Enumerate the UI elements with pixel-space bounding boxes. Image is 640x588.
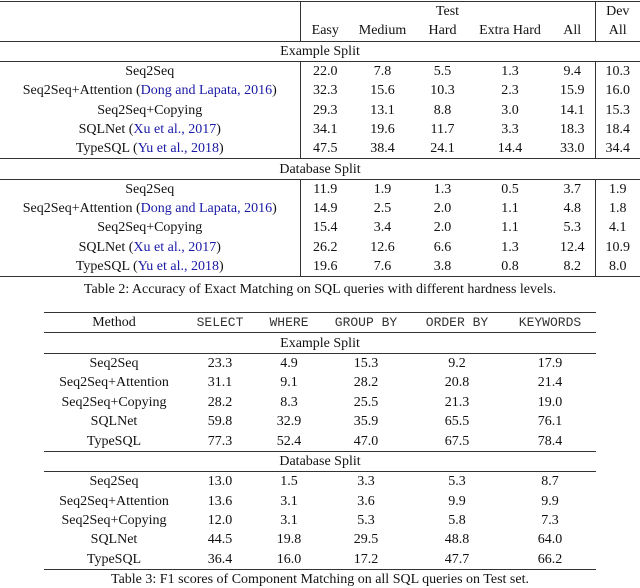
value-cell: 59.8	[207, 414, 233, 430]
value-cell: 1.9	[595, 179, 640, 199]
value-cell: 13.6	[207, 493, 233, 509]
value-cell: 1.1	[501, 220, 519, 236]
column-header: All	[550, 21, 595, 41]
value-cell: 9.2	[448, 355, 466, 371]
table-row	[44, 550, 596, 570]
value-cell: 20.8	[444, 375, 470, 391]
value-cell: 48.8	[444, 532, 470, 548]
value-cell: 15.4	[300, 218, 350, 237]
value-cell: 18.3	[560, 121, 585, 137]
section-title: Example Split	[0, 41, 640, 61]
value-cell: 3.8	[415, 257, 470, 277]
value-cell: 22.0	[300, 61, 350, 81]
value-cell: 19.6	[370, 121, 395, 137]
value-cell: 21.3	[444, 394, 470, 410]
table-row	[0, 61, 640, 81]
value-cell: 7.8	[373, 64, 392, 80]
method-cell: TypeSQL	[86, 551, 142, 567]
method-cell: SQLNet (Xu et al., 2017)	[78, 121, 221, 137]
value-cell: 1.3	[501, 64, 519, 80]
section-title: Database Split	[44, 451, 596, 471]
value-cell: 16.0	[595, 81, 640, 100]
value-cell: 12.6	[370, 239, 395, 255]
value-cell: 28.2	[353, 375, 379, 391]
table-row	[0, 218, 640, 237]
method-cell: Seq2Seq+Attention	[59, 493, 169, 509]
value-cell: 10.3	[430, 83, 455, 99]
value-cell: 19.8	[276, 532, 302, 548]
method-cell	[0, 61, 300, 81]
value-cell: 34.4	[595, 139, 640, 159]
value-cell: 44.5	[207, 532, 233, 548]
value-cell: 64.0	[537, 532, 563, 548]
column-header: SELECT	[184, 313, 256, 333]
value-cell: 5.5	[433, 64, 452, 80]
method-cell: Seq2Seq+Attention	[59, 375, 169, 391]
value-cell: 3.1	[280, 493, 298, 509]
value-cell: 35.9	[353, 414, 379, 430]
value-cell: 26.2	[300, 238, 350, 257]
column-header: Easy	[300, 21, 350, 41]
header-empty	[0, 2, 300, 22]
value-cell: 52.4	[256, 431, 322, 451]
method-cell	[0, 100, 300, 119]
value-cell: 11.7	[430, 121, 455, 137]
value-cell: 1.1	[501, 201, 519, 217]
value-cell: 29.3	[300, 100, 350, 119]
value-cell: 47.7	[444, 551, 470, 567]
value-cell: 0.8	[470, 257, 550, 277]
table-row	[44, 492, 596, 511]
table-row	[44, 530, 596, 549]
section-row	[44, 451, 596, 471]
value-cell: 5.3	[357, 513, 375, 529]
method-name: Seq2Seq+Copying	[97, 220, 203, 236]
method-cell: SQLNet	[90, 414, 138, 430]
method-cell: Seq2Seq	[89, 474, 139, 490]
value-cell: 2.3	[501, 83, 519, 99]
method-name: TypeSQL	[75, 259, 130, 274]
value-cell: 23.3	[207, 355, 233, 371]
value-cell: 67.5	[410, 431, 504, 451]
column-header: WHERE	[256, 313, 322, 333]
method-cell	[0, 218, 300, 237]
value-cell: 28.2	[207, 394, 233, 410]
value-cell: 14.1	[560, 102, 585, 118]
value-cell: 7.6	[350, 257, 415, 277]
citation-link[interactable]: Yu et al., 2018	[137, 141, 219, 157]
value-cell: 3.3	[357, 474, 375, 490]
value-cell: 5.3	[448, 474, 466, 490]
method-cell: Seq2Seq+Copying	[61, 394, 167, 410]
value-cell: 15.9	[560, 83, 585, 99]
value-cell: 38.4	[350, 139, 415, 159]
value-cell: 65.5	[444, 414, 470, 430]
value-cell: 34.1	[300, 120, 350, 139]
value-cell: 3.1	[280, 513, 298, 529]
column-header: ORDER BY	[410, 313, 504, 333]
citation-link[interactable]: Xu et al., 2017	[133, 121, 217, 137]
value-cell: 8.3	[280, 394, 298, 410]
method-name: TypeSQL	[75, 141, 130, 157]
value-cell: 2.5	[373, 201, 392, 217]
value-cell: 1.9	[373, 181, 392, 197]
method-cell: TypeSQL (Yu et al., 2018)	[0, 257, 300, 277]
value-cell: 21.4	[537, 375, 563, 391]
value-cell: 3.7	[563, 181, 581, 197]
header-empty	[0, 21, 300, 41]
value-cell: 19.6	[300, 257, 350, 277]
value-cell: 8.8	[433, 102, 452, 118]
value-cell: 24.1	[415, 139, 470, 159]
value-cell: 3.4	[373, 220, 392, 236]
method-cell: TypeSQL	[44, 431, 184, 451]
value-cell: 36.4	[207, 551, 233, 567]
column-header: Method	[44, 313, 184, 333]
value-cell: 25.5	[353, 394, 379, 410]
value-cell: 17.2	[353, 551, 379, 567]
value-cell: 32.9	[276, 414, 302, 430]
value-cell: 16.0	[276, 551, 302, 567]
table-row	[0, 139, 640, 159]
table-row	[0, 238, 640, 257]
value-cell: 11.9	[300, 179, 350, 199]
method-name: SQLNet	[78, 121, 126, 137]
value-cell: 29.5	[353, 532, 379, 548]
column-header: Hard	[415, 21, 470, 41]
value-cell: 12.4	[560, 239, 585, 255]
value-cell: 6.6	[433, 239, 452, 255]
section-row	[44, 333, 596, 353]
table-row	[44, 472, 596, 492]
value-cell: 17.9	[537, 355, 563, 371]
method-cell	[0, 179, 300, 199]
value-cell: 8.7	[541, 474, 559, 490]
value-cell: 2.0	[433, 201, 452, 217]
value-cell: 2.0	[433, 220, 452, 236]
column-header: KEYWORDS	[504, 313, 596, 333]
citation-link[interactable]: Dong and Lapata, 2016	[140, 83, 273, 99]
value-cell: 33.0	[550, 139, 595, 159]
table-row	[0, 81, 640, 100]
value-cell: 8.2	[550, 257, 595, 277]
value-cell: 1.3	[501, 239, 519, 255]
citation-link[interactable]: Xu et al., 2017	[133, 239, 217, 255]
value-cell: 47.0	[322, 431, 410, 451]
value-cell: 14.4	[470, 139, 550, 159]
value-cell: 0.5	[501, 181, 519, 197]
table-row	[44, 431, 596, 451]
value-cell: 47.5	[300, 139, 350, 159]
citation-link[interactable]: Yu et al., 2018	[137, 259, 219, 274]
table-row	[0, 120, 640, 139]
value-cell: 12.0	[207, 513, 233, 529]
value-cell: 18.4	[595, 120, 640, 139]
value-cell: 15.3	[353, 355, 379, 371]
table-row	[44, 412, 596, 431]
method-name: Seq2Seq+Copying	[97, 102, 203, 118]
value-cell: 78.4	[504, 431, 596, 451]
column-header: Medium	[350, 21, 415, 41]
value-cell: 1.8	[595, 199, 640, 218]
table-row	[44, 511, 596, 530]
value-cell: 9.9	[541, 493, 559, 509]
value-cell: 13.1	[370, 102, 395, 118]
method-name: Seq2Seq	[125, 181, 175, 197]
value-cell: 66.2	[537, 551, 563, 567]
value-cell: 9.1	[280, 375, 298, 391]
method-cell: Seq2Seq	[89, 355, 139, 371]
column-header: All	[595, 21, 640, 41]
value-cell: 13.0	[207, 474, 233, 490]
value-cell: 10.3	[595, 61, 640, 81]
method-cell: Seq2Seq+Attention (Dong and Lapata, 2016)	[22, 201, 277, 217]
table-row	[44, 393, 596, 412]
section-row	[0, 159, 640, 179]
column-header: GROUP BY	[322, 313, 410, 333]
table3-caption: Table 3: F1 scores of Component Matching on all SQL queries on Test set.	[111, 572, 529, 587]
section-title: Example Split	[44, 333, 596, 353]
column-header: Extra Hard	[470, 21, 550, 41]
value-cell: 3.3	[501, 121, 519, 137]
value-cell: 4.1	[595, 218, 640, 237]
value-cell: 32.3	[300, 81, 350, 100]
method-name: Seq2Seq	[125, 64, 175, 80]
table-row	[44, 353, 596, 373]
table-row	[0, 179, 640, 199]
value-cell: 15.3	[595, 100, 640, 119]
table-row	[44, 373, 596, 392]
value-cell: 1.5	[280, 474, 298, 490]
value-cell: 1.3	[433, 181, 452, 197]
value-cell: 4.8	[563, 201, 581, 217]
value-cell: 10.9	[595, 238, 640, 257]
value-cell: 3.6	[357, 493, 375, 509]
section-title: Database Split	[0, 159, 640, 179]
table-row	[0, 100, 640, 119]
value-cell: 5.3	[563, 220, 581, 236]
value-cell: 9.4	[563, 64, 581, 80]
header-dev: Dev	[595, 2, 640, 22]
value-cell: 9.9	[448, 493, 466, 509]
value-cell: 76.1	[537, 414, 563, 430]
method-cell: Seq2Seq+Copying	[61, 513, 167, 529]
component-matching-table	[44, 312, 596, 570]
method-cell: TypeSQL (Yu et al., 2018)	[0, 139, 300, 159]
value-cell: 14.9	[300, 199, 350, 218]
method-name: SQLNet	[78, 239, 126, 255]
value-cell: 15.6	[370, 83, 395, 99]
value-cell: 19.0	[537, 394, 563, 410]
table2-caption: Table 2: Accuracy of Exact Matching on SQL queries with different hardness levels.	[83, 282, 557, 297]
value-cell: 4.9	[280, 355, 298, 371]
value-cell: 8.0	[595, 257, 640, 277]
value-cell: 31.1	[207, 375, 233, 391]
method-name: Seq2Seq+Attention	[22, 83, 133, 99]
value-cell: 5.8	[448, 513, 466, 529]
exact-matching-table	[0, 1, 640, 277]
method-cell: SQLNet	[90, 532, 138, 548]
header-test: Test	[300, 2, 595, 22]
method-name: Seq2Seq+Attention	[22, 201, 133, 217]
value-cell: 3.0	[501, 102, 519, 118]
section-row	[0, 41, 640, 61]
table-row	[0, 257, 640, 277]
value-cell: 77.3	[184, 431, 256, 451]
value-cell: 7.3	[541, 513, 559, 529]
table-row	[0, 199, 640, 218]
method-cell: Seq2Seq+Attention (Dong and Lapata, 2016)	[22, 83, 277, 99]
citation-link[interactable]: Dong and Lapata, 2016	[140, 201, 273, 217]
method-cell: SQLNet (Xu et al., 2017)	[78, 239, 221, 255]
